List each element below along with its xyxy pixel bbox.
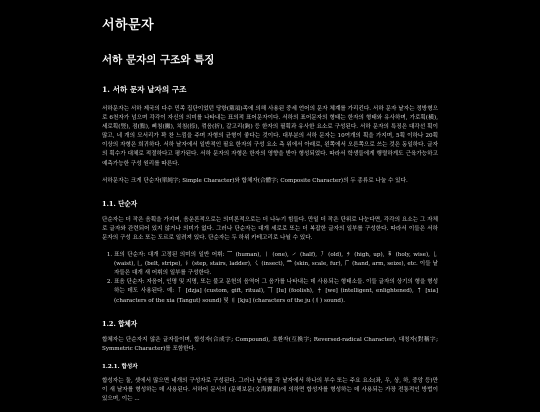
paragraph: 서하문자는 크게 단순자(單純字; Simple Character)와 합체자(合體字; Composite Character)의 두 종류로 나눌 수 있다. [102, 177, 408, 184]
subsection-heading: 1.2. 합체자 [102, 319, 138, 328]
site-header [0, 0, 540, 32]
list-item: 1. 표의 단순자: 대개 고정된 의미의 일반 어휘: 𘠀 (human), 𘠁 (one), 𘠂 (half), 𘠃 (old), 𘠄 (high, up), 𘠅 (holy, wise), 𘠆 (waist), 𘠇 (belt, stripe), 𘠈 (step, stairs, ladder), 𘠉 (insect), 𘠊 (skin, scale, fur), 𘠋 (hand, arm, seize), etc. 이들 낱자들은 대개 새 어휘의 일부를 구성한다. [114, 251, 438, 278]
subsection-heading: 1.1. 단순자 [102, 199, 138, 208]
article [102, 52, 438, 412]
site-logo[interactable]: 서하문자 [102, 18, 155, 33]
paragraph: 합성자는 둘, 셋에서 많으면 네개의 구성자로 구성된다. 그러나 낱자를 각 낱자에서 하나의 부수 또는 주요 요소(좌, 우, 상, 하, 중앙 등)만이 새 낱자를 형성하는 데 사용된다. 서하어 문서의 (문해보문(文海寶韻)에 의하면 합성자를 형성하는 데 사용되는 가장 전통적인 방법이 있으며, 이는 ... [102, 377, 438, 402]
list-item: 2. 표음 단순자: 자음어, 인명 및 지명, 또는 불교 문헌의 음역어 그 음가를 나타내는 데 사용되는 형태소들. 이들 글자의 상기의 형을 형성하는 데도 사용된다. 예: 𘠌 [dzja] (custom, gift, ritual), 𘠍 [lu] (foolish), 𘠎 [we] (intelligent, enlightened), 𘠏 [xia] (characters of the xia (Tangut) sound) 및 𘠐 [kju] (characters of the ju (𘠐) sound). [114, 278, 438, 305]
ordered-list [102, 251, 438, 306]
paragraph: 단순자는 더 작은 음획을 가지며, 음운론적으로는 의미론적으로는 더 나누기 힘들다. 만일 더 작은 단위로 나눈다면, 각각의 요소는 그 자체로 글자와 관련되어 있지 않거나 의미가 없다. 그러나 단순자는 대개 세로로 또는 더 복잡한 글자의 일부를 구성한다. 따라서 이들은 서하 문자의 구성 요소 또는 도르로 일려져 있다. 단순자는 두 하위 카테고리로 나뉠 수 있다. [102, 216, 438, 241]
paragraph: 합체자는 단순자지 않은 글자들이며, 합성자(合成字; Compound), 호환자(互換字; Reversed-radical Character), 대칭자(對稱字; Symmetric Character)를 포함한다. [102, 336, 438, 352]
paragraph: 서하문자는 서하 제국의 다수 민족 집단이었던 당항(黨項)족에 의해 사용된 중세 언어의 문자 체계를 가리킨다. 서하 문자 낱자는 정방형으로 6천자가 넘으며 각각이 자신의 의미를 나타내는 표의적 표어문자이다. 서하의 표어문자의 형태는 한자의 형태와 유사하며, 가로획(橫), 세로획(竪), 점(點), 삐침(撇), 치침(捺), 꺾음(折), 갈고리(鉤) 등 한자의 필획과 유사한 요소로 구성된다. 서하 문자의 특징은 대각선 획이 많고, 네 개의 모서리가 꽉 찬 느낌을 주며 자형의 균형이 좋다는 것이다. 대부분의 서하 문자는 10여개의 획을 가지며, 5획 이하나 20획 이상의 자형은 희귀하다. 서하 낱자에서 일반적인 필요 한자의 구성 요소 측 위에서 아래로, 왼쪽에서 오른쪽으로 쓰는 것은 동일하다. 글자의 획수가 대체로 적절하다고 평가된다. 서하 문자의 자형은 한자의 영향을 받아 형성되었다. 따라서 학생들에게 행렬하게도 근육가능하고 예측가능한 구성 원리를 따른다. [102, 106, 438, 167]
section-heading: 1. 서하 문자 낱자의 구조 [102, 85, 187, 94]
subsubsection-heading: 1.2.1. 합성자 [102, 363, 138, 370]
article-title: 서하 문자의 구조와 특징 [102, 54, 215, 66]
